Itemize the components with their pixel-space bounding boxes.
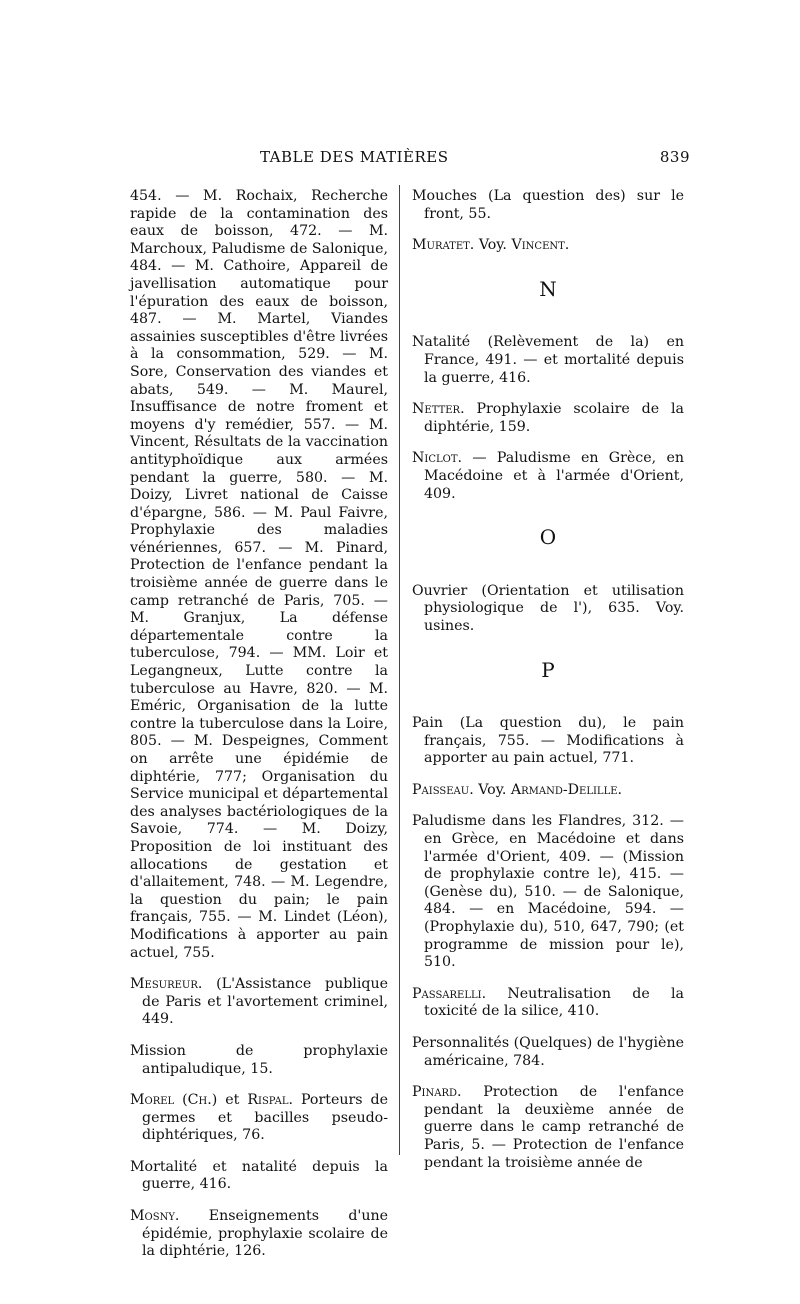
entry-text: Neutralisation de la toxicité de la silice, 410. <box>424 985 684 1020</box>
index-entry <box>412 450 684 503</box>
entry-author: Niclot. <box>412 450 463 467</box>
entry-author: Passarelli. <box>412 985 487 1002</box>
entry-author: Pinard. <box>412 1084 462 1101</box>
entry-text: (L'Assistance publique de Paris et l'avortement criminel, 449. <box>142 976 388 1028</box>
entry-author-secondary: Rispal. <box>247 1092 293 1109</box>
index-entry <box>130 976 388 1029</box>
index-entry <box>412 1084 684 1172</box>
index-entry <box>412 188 684 223</box>
index-entry <box>412 334 684 387</box>
entry-text: Pain (La question du), le pain français, 755. — Modifications à apporter au pain actuel, 771. <box>412 715 684 767</box>
index-entry <box>130 1092 388 1145</box>
entry-author: Netter. <box>412 401 465 418</box>
index-entry <box>412 237 684 255</box>
index-entry <box>130 1208 388 1261</box>
index-entry <box>412 813 684 971</box>
left-entries <box>130 976 388 1261</box>
entry-text: Personnalités (Quelques) de l'hygiène américaine, 784. <box>412 1035 684 1069</box>
entry-text: Protection de l'enfance pendant la deuxième année de guerre dans le camp retranché de Paris, 5. — Protection de l'enfance pendant la troisième année de <box>424 1084 684 1171</box>
continuation-entry: 454. — M. Rochaix, Recherche rapide de la contamination des eaux de boisson, 472. — M. Marchoux, Paludisme de Salonique, 484. — M. Cathoire, Appareil de javellisation automatique pour l'épuration des eaux de boisson, 487. — M. Martel, Viandes assainies susceptibles d'être livrées à la consommation, 529. — M. Sore, Conservation des viandes et abats, 549. — M. Maurel, Insuffisance de notre froment et moyens d'y remédier, 557. — M. Vincent, Résultats de la vaccination antityphoïdique aux armées pendant la guerre, 580. — M. Doizy, Livret national de Caisse d'épargne, 586. — M. Paul Faivre, Prophylaxie des maladies vénériennes, 657. — M. Pinard, Protection de l'enfance pendant la troisième année de guerre dans le camp retranché de Paris, 705. — M. Granjux, La défense départementale contre la tuberculose, 794. — MM. Loir et Legangneux, Lutte contre la tuberculose au Havre, 820. — M. Eméric, Organisation de la lutte contre la tuberculose dans la Loire, 805. — M. Despeignes, Comment on arrête une épidémie de diphtérie, 777; Organisation du Service municipal et départemental des analyses bactériologiques de la Savoie, 774. — M. Doizy, Proposition de loi instituant des allocations de gestation et d'allaitement, 748. — M. Legendre, la question du pain; le pain français, 755. — M. Lindet (Léon), Modifications à apporter au pain actuel, 755. <box>130 188 388 961</box>
right-column <box>412 188 684 1186</box>
left-column <box>130 188 388 1275</box>
index-entry <box>412 1035 684 1070</box>
entry-text: Prophylaxie scolaire de la diphtérie, 159. <box>424 401 684 435</box>
entries-o <box>412 583 684 636</box>
entry-text: Mortalité et natalité depuis la guerre, 416. <box>130 1158 388 1193</box>
entry-text: Mission de prophylaxie antipaludique, 15. <box>130 1042 388 1077</box>
entry-text: Paludisme dans les Flandres, 312. — en Grèce, en Macédoine et dans l'armée d'Orient, 409. — (Mission de prophylaxie contre le), 415. — (Genèse du), 510. — de Salonique, 484. — en Macédoine, 594. — (Prophylaxie du), 510, 647, 790; (et programme de mission pour le), 510. <box>412 813 684 971</box>
entry-author: Muratet. <box>412 237 475 254</box>
column-divider <box>399 185 400 1155</box>
index-entry <box>412 986 684 1021</box>
entries-m <box>412 188 684 255</box>
entry-text: et <box>217 1092 248 1109</box>
running-title: TABLE DES MATIÈRES <box>260 148 449 166</box>
section-letter-p: P <box>541 657 555 682</box>
index-entry <box>130 1159 388 1194</box>
entry-text: — Paludisme en Grèce, en Macédoine et à l'armée d'Orient, 409. <box>424 450 684 502</box>
entry-text: Enseignements d'une épidémie, prophylaxie scolaire de la diphtérie, 126. <box>142 1208 388 1260</box>
entry-author: Mesureur. <box>130 976 203 993</box>
entry-text: Natalité (Relèvement de la) en France, 491. — et mortalité depuis la guerre, 416. <box>412 334 684 386</box>
entry-text: Ouvrier (Orientation et utilisation physiologique de l'), 635. Voy. usines. <box>412 582 684 634</box>
entry-text: Voy. <box>473 781 511 798</box>
entries-n <box>412 334 684 503</box>
entry-text: Mouches (La question des) sur le front, 55. <box>412 188 684 222</box>
entry-author: Paisseau. <box>412 781 474 798</box>
index-entry <box>412 401 684 436</box>
index-entry <box>412 782 684 800</box>
index-entry <box>412 583 684 636</box>
index-entry <box>412 715 684 768</box>
entry-author-secondary: Vincent. <box>511 237 570 254</box>
section-letter-n: N <box>539 276 557 301</box>
entry-author-secondary: Armand-Delille. <box>510 781 623 798</box>
section-letter-o: O <box>539 525 557 550</box>
entry-text-secondary: Porteurs de germes et bacilles pseudo-diphtériques, 76. <box>142 1092 388 1144</box>
entry-author: Mosny. <box>130 1208 180 1225</box>
page-number: 839 <box>659 148 690 166</box>
entries-p <box>412 715 684 1172</box>
entry-author: Morel (Ch.) <box>130 1092 218 1109</box>
entry-text: Voy. <box>474 237 512 254</box>
index-entry <box>130 1043 388 1078</box>
